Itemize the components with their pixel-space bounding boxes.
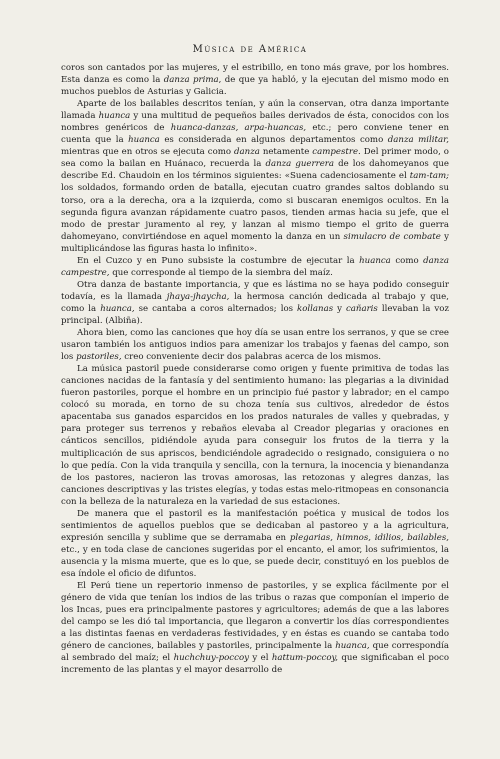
text-run: es considerada en algunos departamentos como [159, 135, 388, 146]
italic-text: huanca, [100, 303, 135, 314]
text-run: coros son cantados por las mujeres, y el estribillo, en tono más grave, por los hombres. Esta danza es como la [61, 63, 449, 86]
italic-text: danza guerrera [265, 159, 335, 170]
italic-text: plegarias, himnos, idilios, bailables, [289, 532, 450, 543]
running-header: Música de América [192, 44, 308, 55]
text-run: De manera que el pastoril es la manifestación poética y musical de todos los sentimientos de aquellos pueblos que se dedicaban al pastoreo y a la agricultura, expresión sencilla y sublime que se derramaba en [61, 508, 449, 543]
text-run: creo conveniente decir dos palabras acerca de los mismos. [121, 352, 381, 363]
text-run: y [333, 303, 346, 314]
text-run: Del primer modo, o sea como la bailan en Huánaco, recuerda la [61, 147, 449, 170]
text-run: y multiplicándose las figuras hasta lo infinito». [61, 231, 449, 254]
text-run: etc.; pero conviene tener en cuenta que la [61, 123, 449, 146]
text-run: se cantaba a coros alternados; los [134, 303, 298, 314]
italic-text: campestre. [312, 147, 361, 158]
paragraph [61, 508, 449, 580]
text-run: El Perú tiene un repertorio inmenso de pastoriles, y se explica fácilmente por el género de vida que tenían los indios de las tribus o razas que componían el imperio de los Incas, pues era principalmente pastores y agricultores; además de que a las labores del campo se les dió tal importancia, que llegaron a convertir los días correspondientes a las distintas faenas en verdaderas festividades, y en éstas es cuando se cantaba todo género de canciones, bailables y pastoriles, principalmente la [61, 581, 449, 652]
text-run: Ahora bien, como las canciones que hoy día se usan entre los serranos, y que se cree usaron también los antiguos indios para amenizar los trabajos y faenas del campo, son los [61, 328, 449, 363]
paragraph [61, 363, 449, 508]
text-run: la hermosa canción dedicada al trabajo y que, como la [61, 291, 449, 314]
text-run: que significaban el poco incremento de las plantas y el mayor desarrollo de [61, 653, 449, 676]
text-run: Aparte de los bailables descritos tenían, y aún la conservan, otra danza importante llamada [61, 99, 449, 122]
paragraph [61, 327, 449, 363]
paragraph [61, 98, 449, 255]
italic-text: danza militar, [387, 135, 449, 146]
text-run: La música pastoril puede considerarse como origen y fuente primitiva de todas las canciones nacidas de la fantasía y del sentimiento humano: las plegarias a la divinidad fueron pastoriles, porque el hombre en un principio fué pastor y labrador; en el campo colocó su morada, en torno de su choza tenía sus cultivos, alrededor de éstos apacentaba sus ganados esparcidos en los prados naturales de valles y quebradas, y para proteger sus terrenos y rebaños elevaba al Creador plegarias y oraciones en cánticos sencillos, pidiéndole ayuda para conseguir los frutos de la tierra y la multiplicación de sus apriscos, bendiciéndole agradecido o resignado, consiguiera o no lo que pedía. Con la vida tranquila y sencilla, con la ternura, la inocencia y bienandanza de los pastores, nacieron las trovas amorosas, las retozonas y alegres danzas, las canciones descriptivas y las tristes elegías, y todas estas melo-ritmopeas en consonancia con la belleza de la naturaleza en la variedad de sus estaciones. [61, 364, 449, 507]
text-run: que correspondía al sembrado del maíz; el [61, 641, 450, 664]
italic-text: cañaris [345, 303, 378, 314]
text-run: En el Cuzco y en Puno subsiste la costumbre de ejecutar la [77, 255, 360, 266]
text-run: llevaban la voz principal. (Albiña). [61, 303, 449, 326]
italic-text: huanca [359, 255, 391, 266]
text-run: Otra danza de bastante importancia, y que es lástima no se haya podido conseguir todavía, es la llamada [61, 279, 449, 302]
text-run: etc., y en toda clase de canciones sugeridas por el encanto, el amor, los sufrimientos, la ausencia y la misma muerte, que es lo que, se puede decir, constituyó en los pueblos de esa índole el oficio de difuntos. [61, 544, 449, 579]
italic-text: danza prima [163, 75, 219, 86]
text-run: los soldados, formando orden de batalla, ejecutan cuatro grandes saltos doblando su torso, ora a la derecha, ora a la izquierda, como si buscaran enemigos ocultos. En la segunda figura avanzan rápidamente cuatro pasos, tienden armas hacia su jefe, que el modo de prestar juramento al rey, y lanzan al mismo tiempo el grito de guerra dahomeyano, convirtiéndose en aquel momento la danza en un [61, 183, 449, 242]
text-run: de los dahomeyanos que describe Ed. Chaudoin en los términos siguientes: «Suena cadenciosamente el [61, 159, 449, 182]
text-run: netamente [259, 147, 313, 158]
italic-text: pastoriles, [76, 352, 122, 363]
text-run: y una multitud de pequeños bailes derivados de ésta, conocidos con los nombres genéricos de [61, 111, 449, 134]
text-run: mientras que en otros se ejecuta como [61, 147, 235, 158]
italic-text: tam-tam; [409, 171, 449, 182]
italic-text: simulacro de combate [343, 231, 441, 242]
italic-text: huanca [128, 135, 160, 146]
text-run: , de que ya habló, y la ejecutan del mismo modo en muchos pueblos de Asturias y Galicia. [61, 75, 449, 98]
italic-text: huanca, [335, 641, 370, 652]
italic-text: danza [234, 147, 260, 158]
text-run: como [390, 255, 424, 266]
body-text [61, 62, 449, 676]
italic-text: kollanas [297, 303, 334, 314]
italic-text: huchchuy-poccoy [173, 653, 249, 664]
italic-text: huanca [98, 111, 131, 122]
paragraph [61, 255, 449, 279]
paragraph [61, 62, 449, 98]
paragraph [61, 279, 449, 327]
italic-text: danza campestre, [61, 255, 449, 278]
text-run: y el [248, 653, 272, 664]
paragraph [61, 580, 449, 676]
text-run: que corresponde al tiempo de la siembra del maíz. [109, 267, 333, 278]
italic-text: huanca-danzas, arpa-huancas, [170, 123, 307, 134]
italic-text: jhaya-jhaycha, [166, 291, 230, 302]
italic-text: hattum-poccoy, [271, 653, 338, 664]
